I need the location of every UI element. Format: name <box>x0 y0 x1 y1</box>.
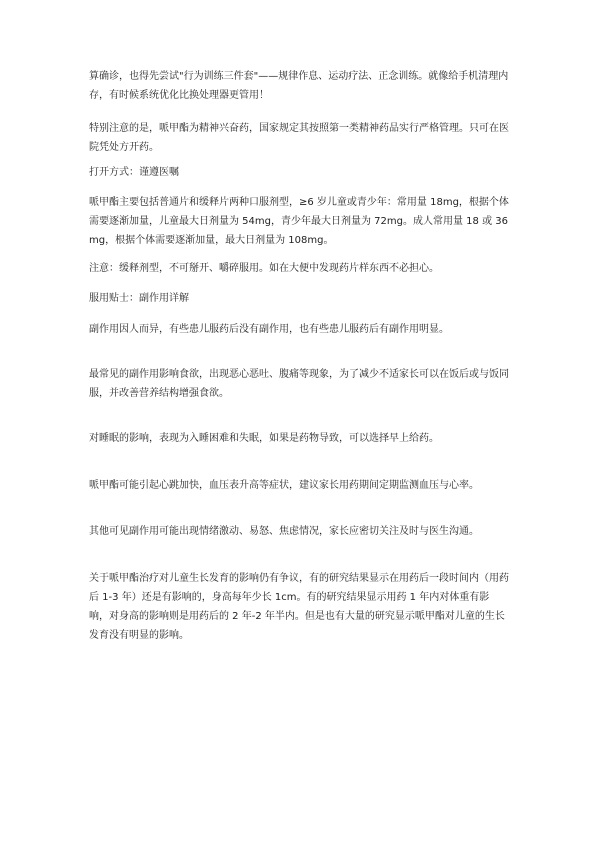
paragraph-dosage: 哌甲酯主要包括普通片和缓释片两种口服剂型，≥6 岁儿童或青少年：常用量 18mg，根据个体需要逐渐加量，儿童最大日剂量为 54mg，青少年最大日剂量为 72mg。成人常用量 18 或 36mg，根据个体需要逐渐加量，最大日剂量为 108mg。 <box>89 197 509 246</box>
paragraph-heart-rate: 哌甲酯可能引起心跳加快，血压表升高等症状，建议家长用药期间定期监测血压与心率。 <box>89 480 479 491</box>
section-heading-side-effects: 服用贴士：副作用详解 <box>89 293 189 304</box>
section-heading-usage: 打开方式：谨遵医嘱 <box>89 167 179 178</box>
paragraph-sleep: 对睡眠的影响，表现为入睡困难和失眠，如果是药物导致，可以选择早上给药。 <box>89 433 439 444</box>
paragraph-special-note: 特别注意的是，哌甲酯为精神兴奋药，国家规定其按照第一类精神药品实行严格管理。只可在医院凭处方开药。 <box>89 123 509 153</box>
paragraph-growth: 关于哌甲酯治疗对儿童生长发育的影响仍有争议，有的研究结果显示在用药后一段时间内（用药后 1-3 年）还是有影响的，身高每年少长 1cm。有的研究结果显示用药 1 年内对体重有影响，对身高的影响则是用药后的 2 年-2 年半内。但是也有大量的研究显示哌甲酯对儿童的生长发育没有明显的影响。 <box>89 573 509 641</box>
paragraph-behavior-training: 算确诊，也得先尝试"行为训练三件套"——规律作息、运动疗法、正念训练。就像给手机清理内存，有时候系统优化比换处理器更管用！ <box>89 71 509 101</box>
paragraph-appetite: 最常见的副作用影响食欲，出现恶心恶吐、腹痛等现象，为了减少不适家长可以在饭后或与饭同服，并改善营养结构增强食欲。 <box>89 369 509 399</box>
paragraph-emotional: 其他可见副作用可能出现情绪激动、易怒、焦虑情况，家长应密切关注及时与医生沟通。 <box>89 526 479 537</box>
paragraph-side-effects-intro: 副作用因人而异，有些患儿服药后没有副作用，也有些患儿服药后有副作用明显。 <box>89 324 449 335</box>
paragraph-caution: 注意：缓释剂型，不可掰开、嚼碎服用。如在大便中发现药片样东西不必担心。 <box>89 263 439 274</box>
